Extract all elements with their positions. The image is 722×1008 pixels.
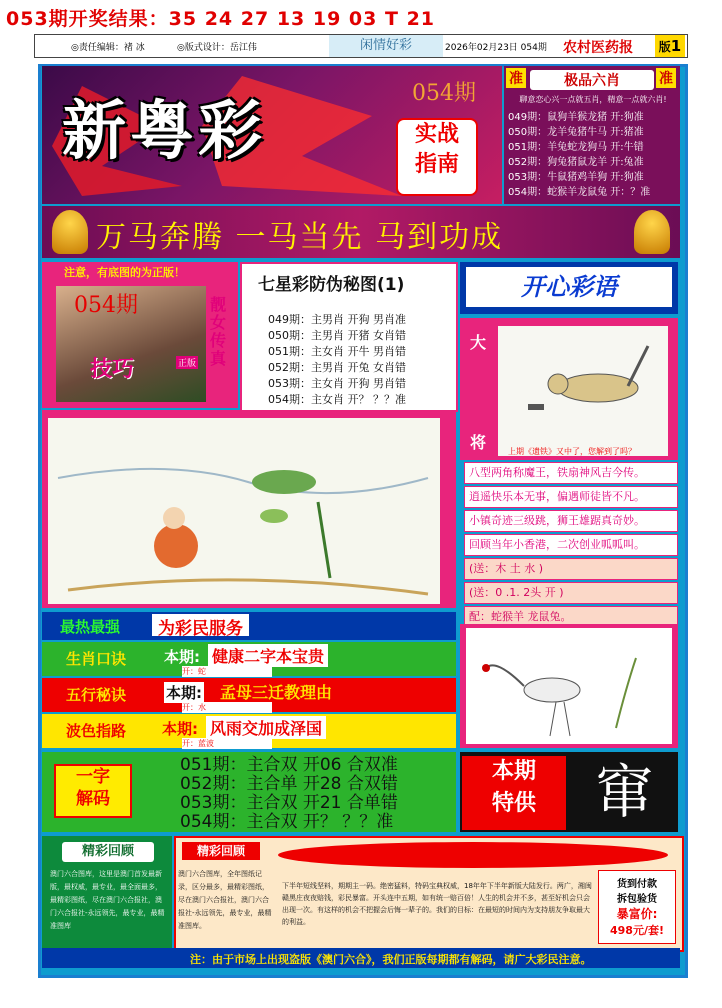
leopard-icon: [498, 326, 668, 456]
shengxiao-open: 开：蛇: [182, 666, 272, 677]
code-list: [180, 756, 398, 832]
liuxiao-title: 极品六肖: [530, 70, 654, 90]
ad-text: 下半年短线坚料，期期主一码。绝密猛料，特码宝典权威，18年年下半年新版大陆发行。两广，湘闽赣黑庄夜夜赔钱，彩民暴富。开头连中五期，如有统一赔百倍！人生的机会并不多，甚至好机会只会出现一次。有这样的机会不把握会后悔一辈子的。我们的目标：在最短的时间内为支持朋友争取最大的利益。: [282, 882, 592, 926]
shengxiao-text: 健康二字本宝贵: [208, 644, 328, 667]
list-item: 050期：龙羊兔猪牛马 开:猪准: [508, 127, 644, 138]
review-text: 澳门六合图库，这里是澳门首发最新版，最权威，最专业，最全面最多，最精彩图纸，尽在澳门六合报社，澳门六合报社-永远领先，最专业，最精准图库: [50, 870, 165, 930]
bose-open: 开：蓝波: [182, 738, 272, 749]
list-item: 八型两角称魔王，铁扇神风吉今传。: [464, 462, 678, 484]
special-char: 窜: [594, 758, 653, 826]
seven-star-title: 七星彩防伪秘图(1): [258, 275, 405, 295]
liuxiao-corner-left: 准: [506, 68, 526, 88]
footer-text: 注：由于市场上出现盗版《澳门六合》，我们正版每期都有解码，请广大彩民注意。: [190, 953, 592, 966]
shengxiao-bar: [42, 642, 456, 676]
list-item: 051期：主女肖 开牛 男肖错: [268, 345, 406, 358]
slogan-text: 万马奔腾 一马当先 马到功成: [96, 220, 504, 255]
paper-name: 农村医药报: [563, 40, 633, 56]
wuxing-label: 五行秘诀: [66, 686, 127, 704]
buddha-left-icon: [52, 210, 88, 254]
wuxing-issue: 本期:: [166, 684, 202, 702]
list-item: 053期：主合双 开21 合单错: [180, 793, 398, 813]
ad-left-text: 澳门六合图库，全年图纸记录，区分最多，最精彩图纸，尽在澳门六合报社，澳门六合报社-永远领先，最专业，最精准图库。: [178, 870, 272, 930]
list-item: 052期：主男肖 开兔 女肖错: [268, 361, 406, 374]
kaixin-title: 开心彩语: [466, 267, 672, 307]
kaixin-caption: 上期《遗铁》又中了，您解到了吗？: [508, 447, 636, 456]
list-item: 052期：狗兔猪鼠龙羊 开:兔准: [508, 157, 644, 168]
kaixin-side-top: 大: [470, 333, 487, 352]
page-header: [34, 34, 688, 58]
hot-right: 为彩民服务: [152, 614, 249, 636]
list-item: (送：0 .1. 2头 开 ): [464, 582, 678, 604]
ad-title: 精彩回顾: [182, 842, 260, 860]
wuxing-open: 开：水: [182, 702, 272, 713]
bose-label: 波色指路: [66, 722, 127, 740]
liuxiao-list: [508, 110, 676, 200]
list-item: 049期：鼠狗羊猴龙猪 开:狗准: [508, 112, 644, 123]
masthead-title: 新粤彩: [62, 94, 266, 169]
list-item: 逍遥快乐本无事，偏遇师徒皆不凡。: [464, 486, 678, 508]
buddha-right-icon: [634, 210, 670, 254]
wuxing-bar: [42, 678, 456, 712]
wuxing-text: 孟母三迁教理由: [220, 683, 333, 702]
editor-credit: ◎责任编辑：褚 冰: [71, 43, 145, 53]
promo-side-text: 靓女传真: [210, 295, 227, 368]
shizhan-badge: 实战 指南: [396, 118, 478, 196]
frog-scene-icon: [48, 418, 440, 604]
list-item: 052期：主合单 开28 合双错: [180, 774, 398, 794]
list-item: 小镇奇迹三级跳，狮王雄踞真奇妙。: [464, 510, 678, 532]
list-item: 054期：主合双 开？ ？？准: [180, 812, 394, 832]
promo-badge: 正版: [176, 356, 198, 369]
promo-issue: 054期: [74, 293, 138, 318]
bose-text: 风雨交加成泽国: [206, 716, 326, 739]
list-item: 回顾当年小香港，二次创业呱呱叫。: [464, 534, 678, 556]
promo-skill: 技巧: [90, 357, 135, 382]
frog-illustration: [48, 418, 440, 604]
ad-banner-shape: [278, 842, 668, 868]
masthead-issue: 054期: [412, 81, 476, 106]
list-item: (送：木 土 水 ): [464, 558, 678, 580]
liuxiao-corner-right: 准: [656, 68, 676, 88]
list-item: 049期：主男肖 开狗 男肖准: [268, 313, 406, 326]
list-item: 051期：主合双 开06 合双准: [180, 755, 398, 775]
list-item: 054期：蛇猴羊龙鼠兔 开：？准: [508, 187, 651, 198]
promo-note: 注意，有底图的为正版！: [64, 266, 185, 279]
special-tag: 本期 特供: [462, 756, 566, 830]
list-item: 053期：主女肖 开狗 男肖错: [268, 377, 406, 390]
page-label: 版1: [655, 35, 685, 57]
designer-credit: ◎版式设计：岳江伟: [177, 43, 257, 53]
column-name: 闲情好彩: [329, 35, 443, 57]
crane-illustration: [466, 628, 672, 744]
liuxiao-subtitle: 聊意恋心兴一点就五肖，精意一点就六肖!: [519, 95, 667, 104]
code-tag: 一字 解码: [54, 764, 132, 818]
seven-star-list: [268, 312, 406, 408]
leopard-illustration: [498, 326, 668, 456]
page-number: 1: [670, 37, 682, 55]
list-item: 053期：牛鼠猪鸡羊狗 开:狗准: [508, 172, 644, 183]
draw-result: 053期开奖结果：35 24 27 13 19 03 T 21: [6, 8, 436, 30]
bose-bar: [42, 714, 456, 748]
review-title: 精彩回顾: [62, 842, 154, 862]
list-item: 051期：羊兔蛇龙狗马 开:牛错: [508, 142, 644, 153]
kaixin-side-bottom: 将: [470, 433, 487, 452]
price-box: 货到付款 拆包验货 暴富价: 498元/套!: [598, 870, 676, 944]
hot-bar: [42, 612, 456, 640]
crane-icon: [466, 628, 672, 744]
list-item: 配：蛇猴羊 龙鼠兔。: [464, 606, 678, 628]
list-item: 054期：主女肖 开？ ？？准: [268, 393, 406, 406]
hot-left: 最热最强: [60, 618, 121, 636]
bose-issue: 本期:: [162, 720, 198, 738]
shengxiao-issue: 本期:: [164, 648, 200, 666]
list-item: 050期：主男肖 开猪 女肖错: [268, 329, 406, 342]
issue-date: 2026年02月23日 054期: [445, 43, 547, 53]
shengxiao-label: 生肖口诀: [66, 650, 127, 668]
